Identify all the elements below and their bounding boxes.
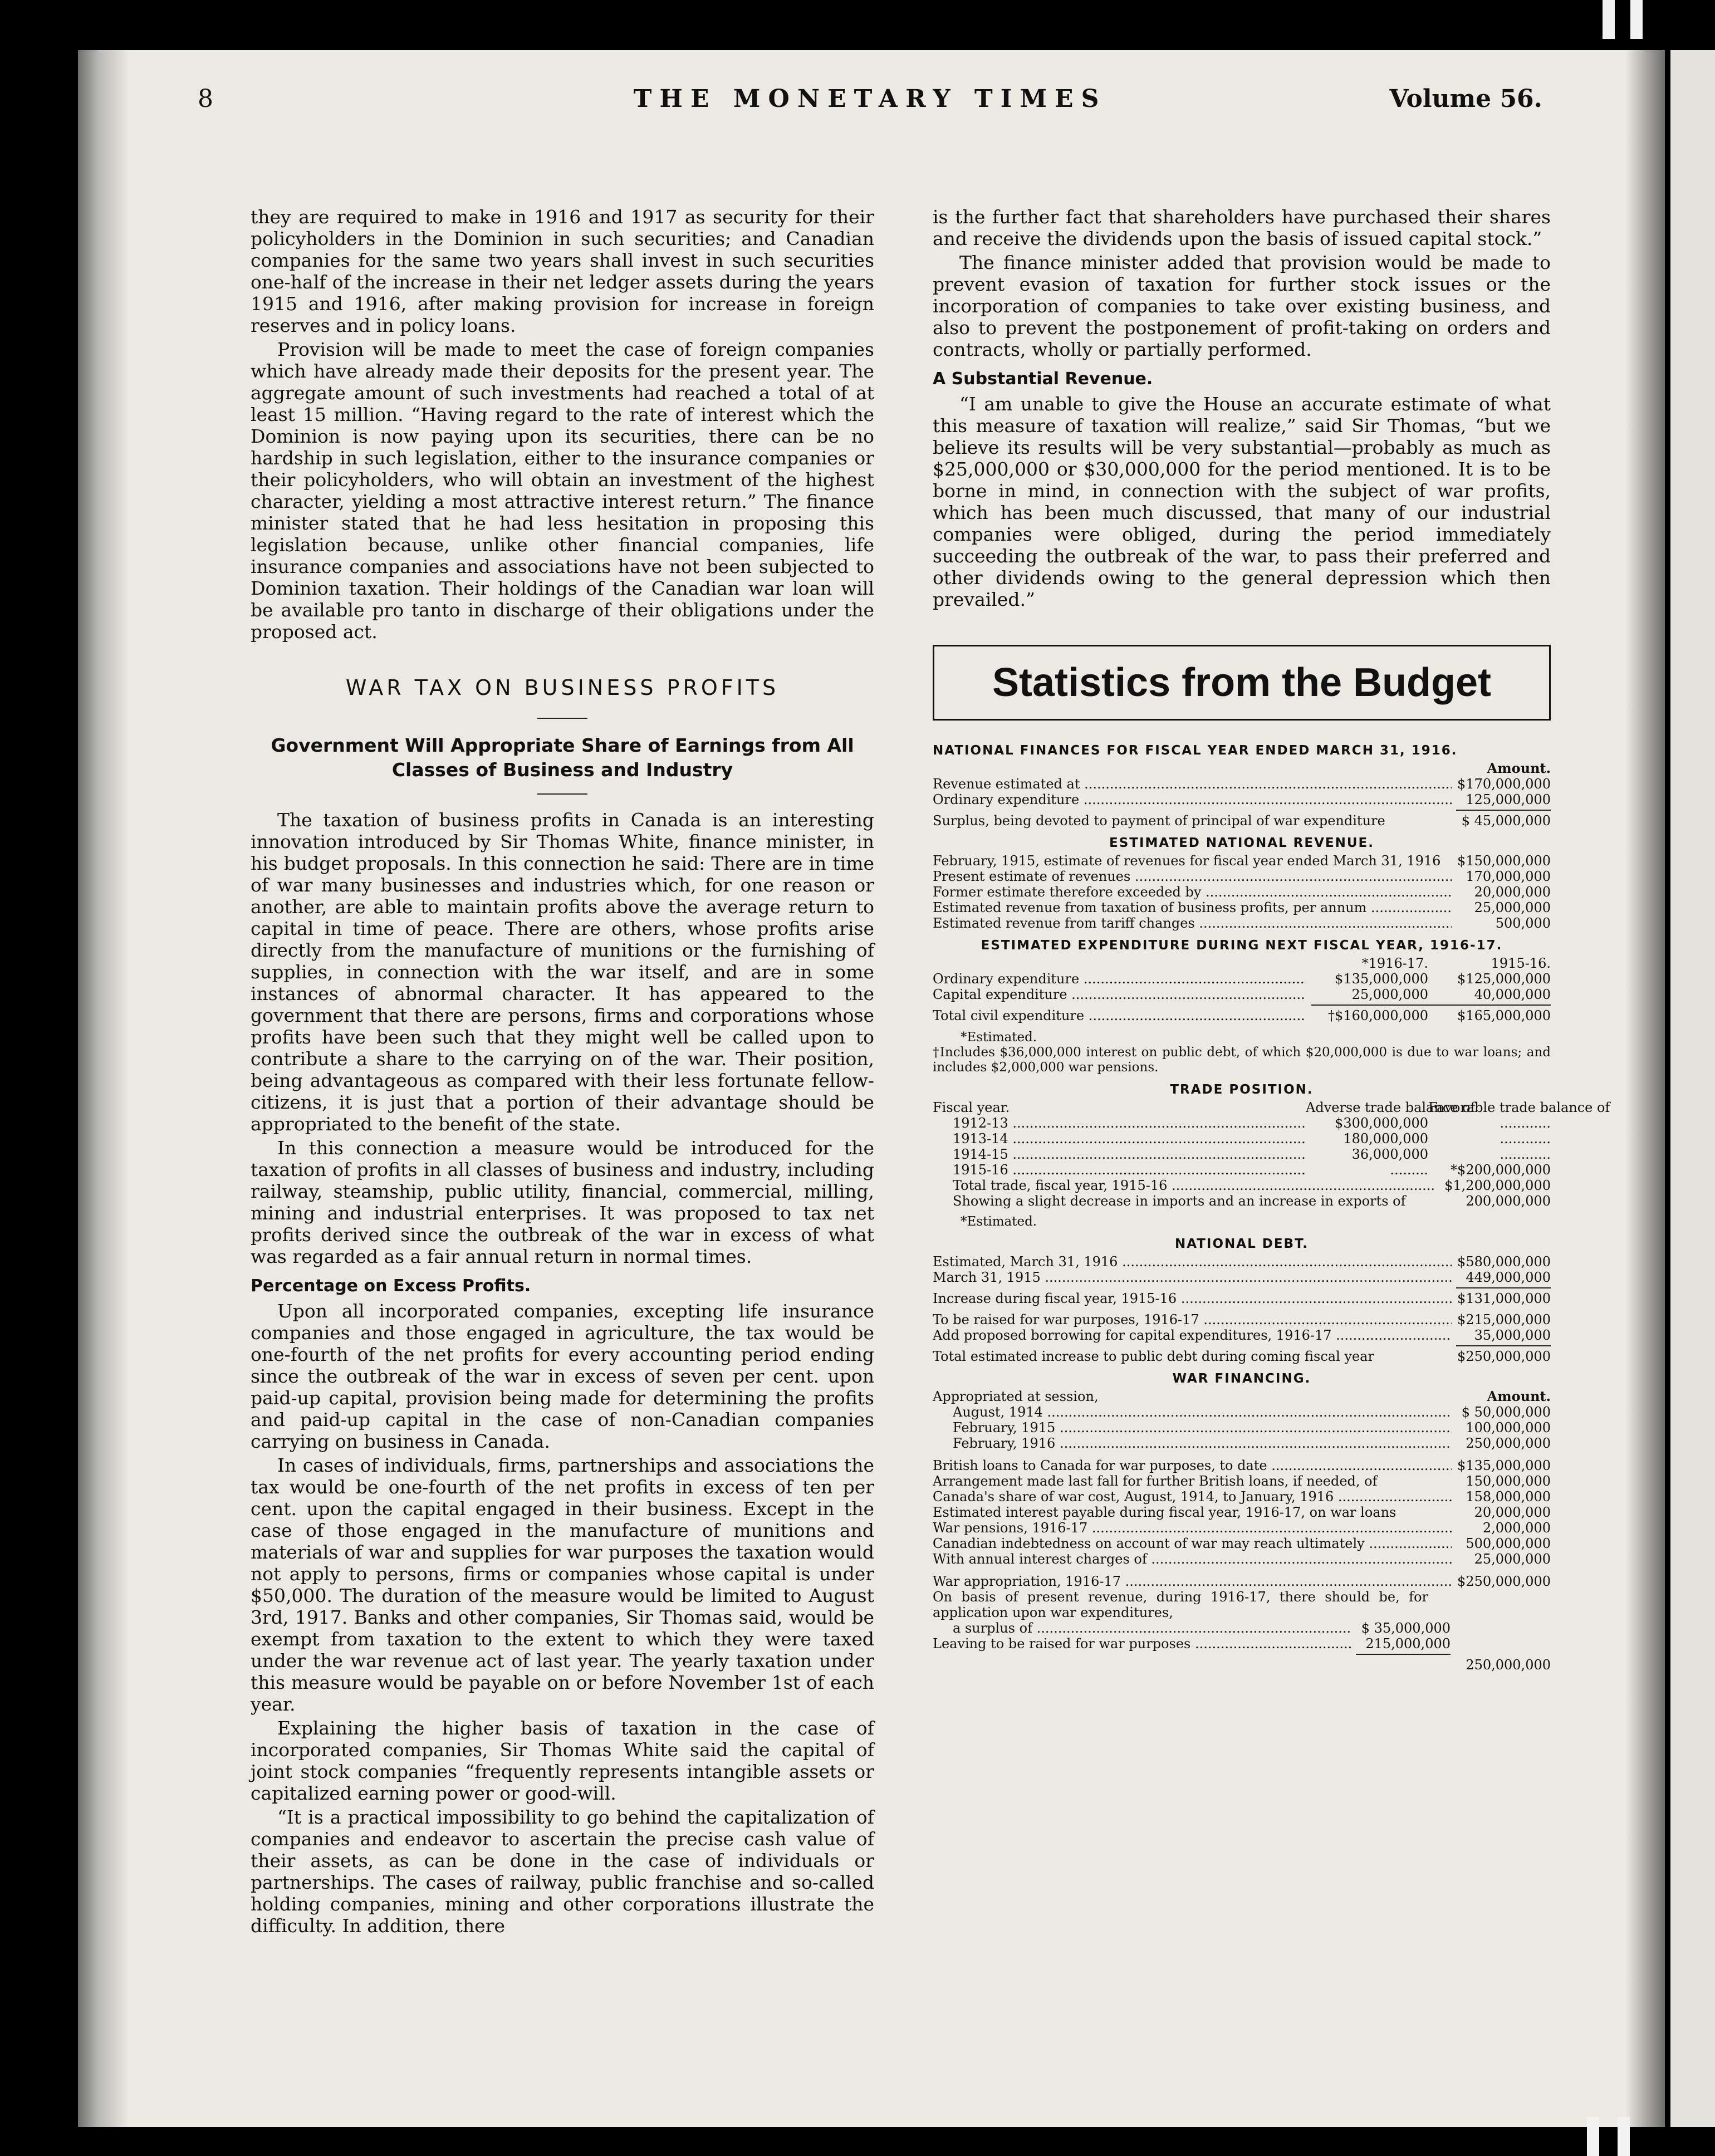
table-row: Total estimated increase to public debt during coming fiscal year $250,000,000 bbox=[933, 1349, 1551, 1364]
table-row: Former estimate therefore exceeded by ..... 20,000,000 bbox=[933, 884, 1551, 900]
table-row: Arrangement made last fall for further British loans, if needed, of 150,000,000 bbox=[933, 1473, 1551, 1489]
table-row: 250,000,000 bbox=[1466, 1657, 1551, 1673]
table-row: War pensions, 1916-17 ..... 2,000,000 bbox=[933, 1520, 1551, 1536]
table-row: Total trade, fiscal year, 1915-16 ..... $1,200,000,000 bbox=[933, 1178, 1551, 1193]
tab-mark bbox=[1618, 2117, 1630, 2156]
column-header: Fiscal year. Adverse trade balance of Favorable trade balance of bbox=[933, 1100, 1610, 1115]
table-row: Showing a slight decrease in imports and an increase in exports of 200,000,000 bbox=[953, 1193, 1551, 1209]
divider bbox=[537, 718, 587, 719]
table-row: British loans to Canada for war purposes, to date ..... $135,000,000 bbox=[933, 1458, 1551, 1473]
side-heading: A Substantial Revenue. bbox=[933, 369, 1153, 389]
table-row: Estimated interest payable during fiscal year, 1916-17, on war loans 20,000,000 bbox=[933, 1505, 1551, 1520]
table-row: Estimated, March 31, 1916 ..... $580,000,000 bbox=[933, 1254, 1551, 1270]
rule bbox=[1456, 810, 1551, 811]
left-column bbox=[251, 206, 874, 1939]
paragraph: The taxation of business profits in Canada is an interesting innovation introduced by Sir Thomas White, finance minister, in his budget proposals. In this connection he said: There are in time of war many businesses and industries which, for one reason or another, are able to maintain profits above the average return to capital in time of peace. There are others, whose profits arise directly from the manufacture of munitions or the furnishing of supplies, in connection with the war itself, and are in some instances of abnormal character. It has appeared to the government that there are persons, firms and corporations whose profits have been such that they might well be called upon to contribute a share to the carrying on of the war. Their position, being advantageous as compared with their less fortunate fellow-citizens, it is just that a portion of their advantage should be appropriated to the benefit of the state. bbox=[251, 809, 874, 1135]
table-row: Estimated revenue from tariff changes ..... 500,000 bbox=[933, 915, 1551, 931]
stats-title: Statistics from the Budget bbox=[992, 660, 1492, 705]
paragraph: Provision will be made to meet the case of foreign companies which have already made their deposits for the present year. The aggregate amount of such investments had reached a total of at least 15 million. “Having regard to the rate of interest which the Dominion is now paying upon its securities, there can be no hardship in such legislation, either to the insurance companies or their policyholders, who will obtain an investment of the highest character, yielding a most attractive interest return.” The finance minister stated that he had less hesitation in proposing this legislation because, unlike other financial companies, life insurance companies and associations have not been subjected to Dominion taxation. Their holdings of the Canadian war loan will be available pro tanto in discharge of their obligations under the proposed act. bbox=[251, 339, 874, 643]
table-row: Leaving to be raised for war purposes ..... 215,000,000 bbox=[933, 1636, 1551, 1652]
table-row: Capital expenditure ..... 25,000,000 40,000,000 bbox=[933, 987, 1551, 1002]
table-row: August, 1914 ..... $ 50,000,000 bbox=[933, 1404, 1551, 1420]
paragraph: The finance minister added that provision would be made to prevent evasion of taxation for further stock issues or the incorporation of companies to take over existing business, and also to prevent the postponement of profit-taking on orders and contracts, wholly or partially performed. bbox=[933, 252, 1551, 360]
rule bbox=[1456, 1345, 1551, 1346]
table-row: 1915-16 ..... ......... *$200,000,000 bbox=[933, 1162, 1551, 1178]
page-number: 8 bbox=[198, 85, 213, 113]
table-heading: NATIONAL DEBT. bbox=[1174, 1237, 1309, 1251]
table-row: Total civil expenditure ..... †$160,000,000 $165,000,000 bbox=[933, 1008, 1551, 1023]
column-header: Appropriated at session, Amount. bbox=[933, 1388, 1551, 1404]
table-row: February, 1915 ..... 100,000,000 bbox=[933, 1420, 1551, 1435]
stats-tables bbox=[933, 743, 1610, 1673]
paragraph: is the further fact that shareholders have purchased their shares and receive the dividends upon the basis of issued capital stock.” bbox=[933, 206, 1551, 249]
table-row: Increase during fiscal year, 1915-16 ..... $131,000,000 bbox=[933, 1291, 1551, 1306]
divider bbox=[537, 793, 587, 795]
table-row: Add proposed borrowing for capital expenditures, 1916-17 ..... 35,000,000 bbox=[933, 1327, 1551, 1343]
table-row: 1914-15 ..... 36,000,000 ............ bbox=[933, 1146, 1551, 1162]
section-title: WAR TAX ON BUSINESS PROFITS bbox=[345, 675, 780, 700]
side-heading: Percentage on Excess Profits. bbox=[251, 1276, 531, 1296]
volume-label: Volume 56. bbox=[1389, 85, 1542, 113]
table-heading: ESTIMATED NATIONAL REVENUE. bbox=[1109, 836, 1374, 850]
tab-mark bbox=[1630, 0, 1643, 39]
section-subtitle: Government Will Appropriate Share of Earnings from All Classes of Business and Industry bbox=[271, 734, 854, 781]
table-row: To be raised for war purposes, 1916-17 ..... $215,000,000 bbox=[933, 1312, 1551, 1327]
paragraph: In cases of individuals, firms, partnerships and associations the tax would be one-fourth of the net profits in excess of ten per cent. upon the capital engaged in their business. Except in the case of those engaged in the manufacture of munitions and materials of war and supplies for war purposes the taxation would not apply to persons, firms or companies whose capital is under $50,000. The duration of the measure would be limited to August 3rd, 1917. Banks and other companies, Sir Thomas said, would be exempt from taxation to the extent to which they were taxed under the war revenue act of last year. The yearly taxation under this measure would be payable on or before November 1st of each year. bbox=[251, 1454, 874, 1715]
rule bbox=[1356, 1654, 1451, 1655]
table-heading: NATIONAL FINANCES FOR FISCAL YEAR ENDED MARCH 31, 1916. bbox=[933, 743, 1458, 758]
right-column bbox=[933, 206, 1610, 1673]
book-spine bbox=[78, 50, 128, 2127]
table-heading: WAR FINANCING. bbox=[1172, 1371, 1311, 1386]
table-row: February, 1915, estimate of revenues for fiscal year ended March 31, 1916 $150,000,000 bbox=[933, 853, 1551, 869]
rule bbox=[1311, 1004, 1551, 1006]
table-row: Present estimate of revenues ..... 170,000,000 bbox=[933, 869, 1551, 884]
page-edge bbox=[1626, 50, 1665, 2127]
stats-title-box bbox=[933, 645, 1551, 721]
table-heading: ESTIMATED EXPENDITURE DURING NEXT FISCAL YEAR, 1916-17. bbox=[981, 938, 1503, 953]
tab-mark bbox=[1603, 0, 1615, 39]
paragraph: “I am unable to give the House an accurate estimate of what this measure of taxation will realize,” said Sir Thomas, “but we believe its results will be very substantial—probably as much as $25,000,000 or $30,000,000 for the period mentioned. It is to be borne in mind, in connection with the subject of war profits, which has been much discussed, that many of our industrial companies were obliged, during the period immediately succeeding the outbreak of the war, to pass their preferred and other dividends owing to the general depression which then prevailed.” bbox=[933, 393, 1551, 610]
footnote: *Estimated. bbox=[961, 1214, 1037, 1229]
tab-mark bbox=[1587, 2117, 1599, 2156]
table-row: On basis of present revenue, during 1916-17, there should be, for application upon war expenditures, bbox=[933, 1589, 1428, 1620]
column-header: Amount. bbox=[1487, 760, 1551, 776]
table-row: Ordinary expenditure ..... $135,000,000 $125,000,000 bbox=[933, 971, 1551, 987]
table-row: War appropriation, 1916-17 ..... $250,000,000 bbox=[933, 1574, 1551, 1589]
paragraph: “It is a practical impossibility to go behind the capitalization of companies and endeavor to ascertain the precise cash value of their assets, as can be done in the case of individuals or partnerships. The cases of railway, public franchise and so-called holding companies, mining and other corporations illustrate the difficulty. In addition, there bbox=[251, 1806, 874, 1937]
table-row: 1913-14 ..... 180,000,000 ............ bbox=[933, 1131, 1551, 1146]
table-row: Canada's share of war cost, August, 1914, to January, 1916 ..... 158,000,000 bbox=[933, 1489, 1551, 1505]
column-header: *1916-17. 1915-16. bbox=[1361, 955, 1551, 971]
masthead: THE MONETARY TIMES bbox=[633, 85, 1107, 113]
table-row: Estimated revenue from taxation of business profits, per annum ..... 25,000,000 bbox=[933, 900, 1551, 915]
table-row: Ordinary expenditure ..... 125,000,000 bbox=[933, 792, 1551, 807]
table-row: 1912-13 ..... $300,000,000 ............ bbox=[933, 1115, 1551, 1131]
rule bbox=[1456, 1287, 1551, 1288]
table-row: Canadian indebtedness on account of war may reach ultimately ..... 500,000,000 bbox=[933, 1536, 1551, 1551]
table-row: March 31, 1915 ..... 449,000,000 bbox=[933, 1270, 1551, 1285]
table-row: a surplus of ..... $ 35,000,000 bbox=[933, 1620, 1551, 1636]
paragraph: they are required to make in 1916 and 1917 as security for their policyholders in the Dominion in such securities; and Canadian companies for the same two years shall invest in such securities one-half of the increase in their net ledger assets during the years 1915 and 1916, after making provision for increase in foreign reserves and in policy loans. bbox=[251, 206, 874, 336]
table-heading: TRADE POSITION. bbox=[1170, 1082, 1314, 1097]
table-row: With annual interest charges of ..... 25,000,000 bbox=[933, 1551, 1551, 1567]
table-row: Revenue estimated at ..... $170,000,000 bbox=[933, 776, 1551, 792]
facing-page-edge bbox=[1670, 50, 1715, 2127]
footnote: *Estimated. bbox=[961, 1030, 1037, 1045]
paragraph: Upon all incorporated companies, excepting life insurance companies and those engaged in agriculture, the tax would be one-fourth of the net profits for every accounting period ending since the outbreak of the war in excess of seven per cent. upon paid-up capital, provision being made for determining the profits and paid-up capital in the case of non-Canadian companies carrying on business in Canada. bbox=[251, 1300, 874, 1452]
paragraph: In this connection a measure would be introduced for the taxation of profits in all classes of business and industry, including railway, steamship, public utility, financial, commercial, milling, mining and industrial enterprises. It was proposed to tax net profits derived since the outbreak of the war in excess of what was regarded as a fair annual return in normal times. bbox=[251, 1137, 874, 1267]
table-row: Surplus, being devoted to payment of principal of war expenditure $ 45,000,000 bbox=[933, 813, 1551, 829]
page-header bbox=[198, 85, 1542, 129]
table-row: February, 1916 ..... 250,000,000 bbox=[933, 1435, 1551, 1451]
footnote: †Includes $36,000,000 interest on public debt, of which $20,000,000 is due to war loans; and includes $2,000,000 war pensions. bbox=[933, 1045, 1551, 1075]
paragraph: Explaining the higher basis of taxation in the case of incorporated companies, Sir Thomas White said the capital of joint stock companies “frequently represents intangible assets or capitalized earning power or good-will. bbox=[251, 1717, 874, 1804]
